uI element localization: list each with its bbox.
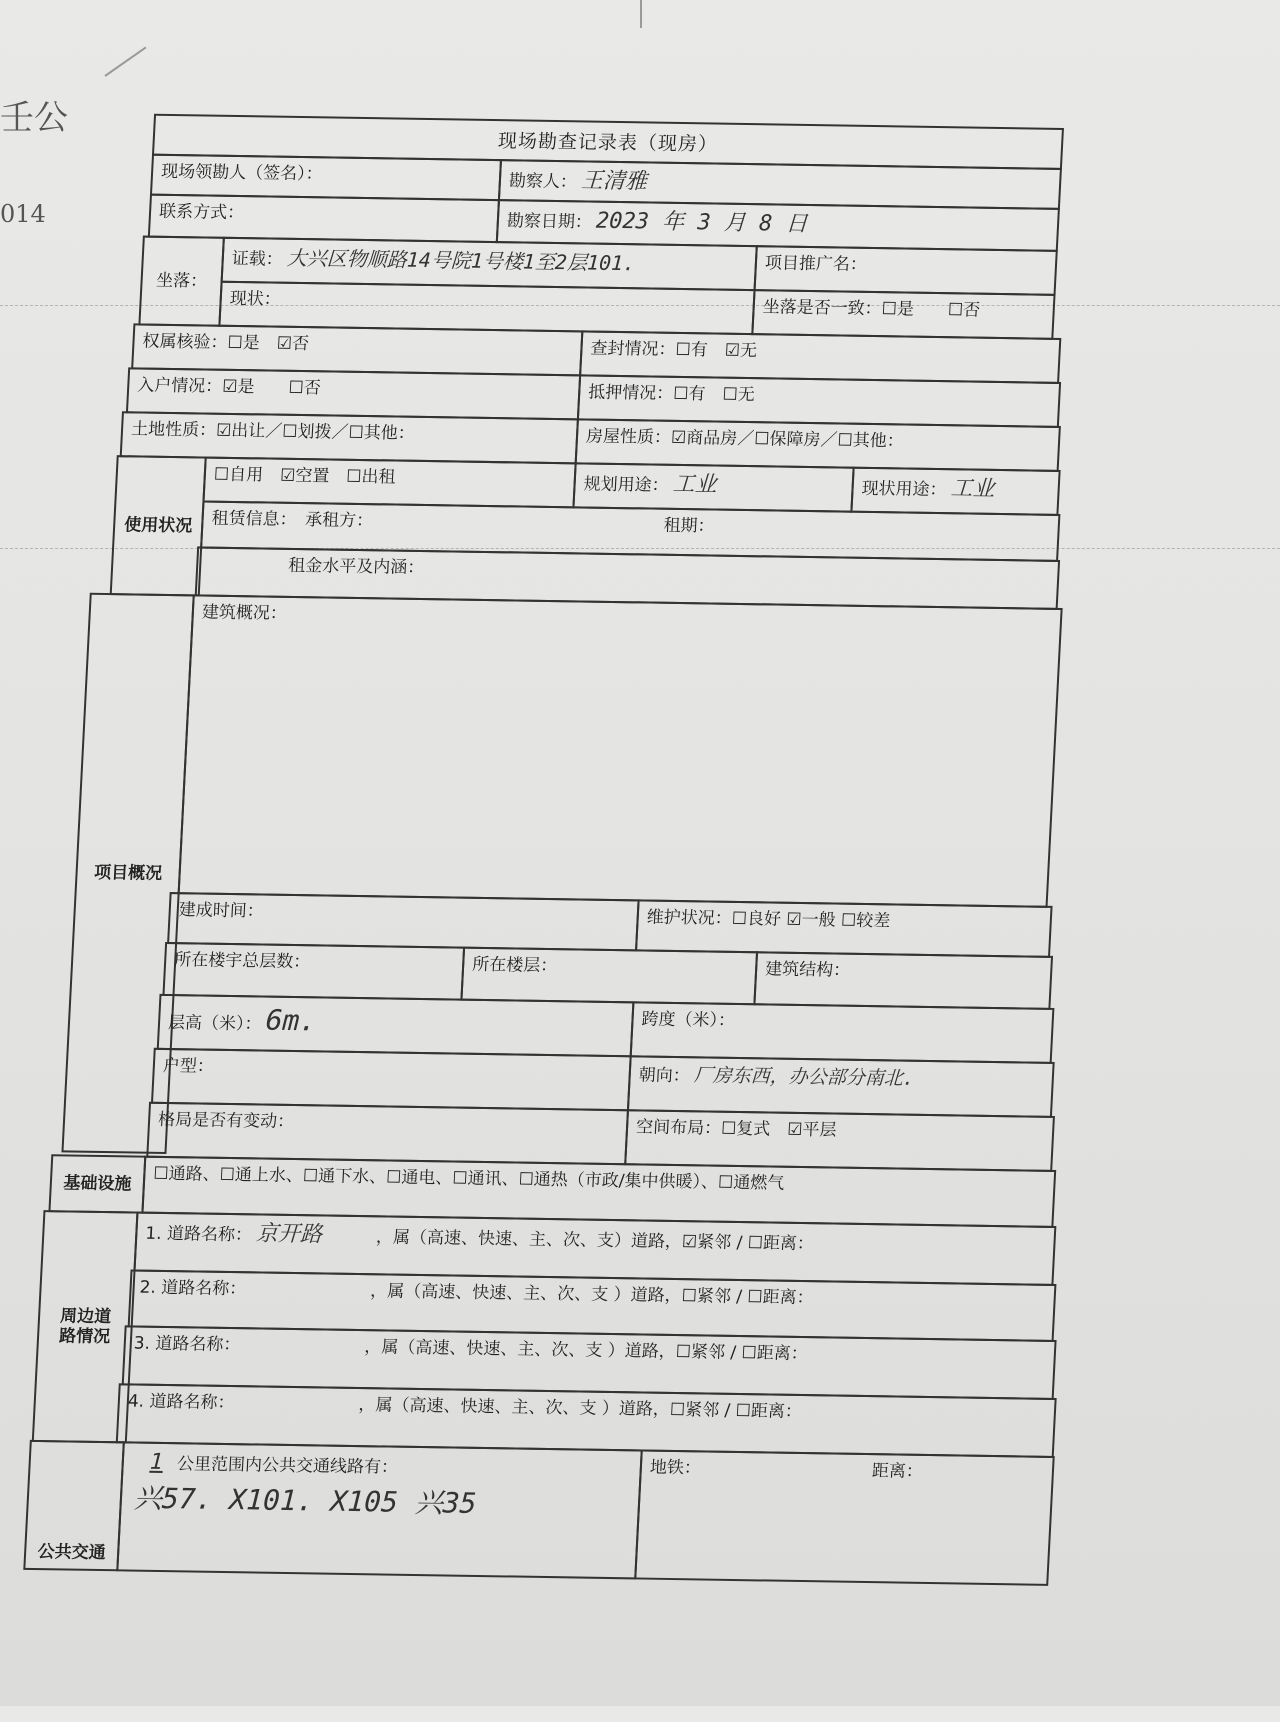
contact-label: 联系方式： (158, 201, 245, 224)
transit-lines-label: 公里范围内公共交通线路有： (176, 1454, 399, 1478)
road-1-name: 京开路 (255, 1221, 323, 1248)
height-value: 6m. (264, 1003, 318, 1038)
orientation-cell (627, 1055, 1055, 1118)
promo-name-label: 项目推广名： (764, 253, 868, 275)
planned-use-cell (572, 462, 854, 512)
road-2-prefix: 2. 道路名称： (139, 1277, 247, 1300)
house-text: 房屋性质：☑商品房／☐保障房／☐其他： (585, 426, 905, 452)
building-overview-label: 建筑概况： (201, 602, 288, 624)
planned-use-value: 工业 (672, 471, 718, 498)
road-3-prefix: 3. 道路名称： (133, 1333, 241, 1356)
unit-type-label: 户型： (162, 1055, 215, 1077)
infra-label: 基础设施 (62, 1173, 132, 1195)
cert-label: 证载： (231, 248, 284, 270)
road-1-suffix: ，属（高速、快速、主、次、支）道路，☑紧邻 / ☐距离： (375, 1227, 815, 1255)
mortgage-text: 抵押情况：☐有 ☐无 (587, 382, 756, 406)
unit-type-cell (151, 1048, 632, 1111)
surveyor-label: 勘察人： (508, 171, 578, 193)
transit-label: 公共交通 (37, 1541, 107, 1563)
project-label: 项目概况 (93, 862, 163, 884)
land-text: 土地性质：☑出让／☐划拨／☐其他： (130, 419, 416, 444)
span-cell (630, 1001, 1055, 1064)
transit-lines-cell (116, 1441, 643, 1579)
current-use-value: 工业 (949, 476, 996, 502)
date-label: 勘察日期： (506, 211, 593, 233)
total-floors-label: 所在楼宇总层数： (173, 950, 311, 973)
span-label: 跨度（米）： (641, 1009, 736, 1031)
survey-form (28, 95, 1259, 1722)
structure-cell (753, 951, 1053, 1010)
transit-lines-value: 兴57. X101. X105 兴35 (133, 1481, 478, 1521)
roads-label: 周边道路情况 (58, 1305, 112, 1348)
current-use-cell (850, 467, 1060, 516)
road-2-suffix: ，属（高速、快速、主、次、支 ）道路，☐紧邻 / ☐距离： (369, 1281, 815, 1309)
floor-cell (460, 947, 758, 1006)
cert-value: 大兴区物顺路14号院1号楼1至2层101. (286, 245, 636, 276)
entry-text: 入户情况：☑是 ☐否 (136, 375, 322, 399)
lease-label: 租赁信息： 承租方： (211, 508, 374, 532)
road-3-suffix: ，属（高速、快速、主、次、支 ）道路，☐紧邻 / ☐距离： (363, 1337, 809, 1365)
space-layout-text: 空间布局：☐复式 ☑平层 (635, 1117, 838, 1141)
layout-change-label: 格局是否有变动： (157, 1109, 295, 1133)
ownership-text: 权属核验：☐是 ☑否 (142, 331, 310, 355)
subway-cell (634, 1450, 1055, 1586)
subway-distance-label: 距离： (871, 1461, 924, 1482)
planned-use-label: 规划用途： (583, 474, 670, 496)
consistent-cell (751, 289, 1055, 340)
transit-km-value: 1 (149, 1449, 164, 1475)
seizure-text: 查封情况：☐有 ☑无 (589, 338, 758, 362)
rent-label: 租金水平及内涵： (287, 555, 425, 578)
structure-label: 建筑结构： (764, 959, 851, 981)
fold-mark (640, 0, 642, 28)
road-4-suffix: ，属（高速、快速、主、次、支 ）道路，☐紧邻 / ☐距离： (357, 1395, 803, 1423)
road-1-prefix: 1. 道路名称： (144, 1223, 253, 1246)
infra-items: ☐通路、☐通上水、☐通下水、☐通电、☐通讯、☐通热（市政/集中供暖）、☐通燃气 (152, 1163, 785, 1194)
orientation-label: 朝向： (638, 1065, 691, 1087)
height-cell (157, 994, 635, 1057)
height-label: 层高（米）： (167, 1013, 263, 1035)
location-label: 坐落： (155, 270, 208, 292)
location-label-cell (138, 236, 225, 327)
current-use-label: 现状用途： (861, 478, 948, 501)
total-floors-cell (162, 942, 465, 1001)
margin-text-top: 壬公 (0, 98, 68, 138)
margin-number: 014 (0, 200, 46, 228)
guide-signature-label: 现场领勘人（签名）： (160, 161, 324, 185)
infra-label-cell (48, 1154, 146, 1213)
usage-label: 使用状况 (123, 515, 193, 537)
status-label: 现状： (229, 288, 282, 310)
consistent-label: 坐落是否一致：☐是 ☐否 (762, 297, 981, 321)
usage-options: ☐自用 ☑空置 ☐出租 (213, 464, 397, 488)
surveyor-value: 王清雅 (580, 168, 648, 195)
pencil-mark (104, 47, 146, 77)
building-overview-cell (178, 594, 1063, 907)
road-3-name (244, 1350, 364, 1352)
promo-name-cell (754, 245, 1058, 296)
space-layout-cell (624, 1109, 1055, 1172)
subway-label: 地铁： (649, 1457, 702, 1479)
road-2-name (250, 1294, 370, 1296)
maintenance-cell (635, 899, 1053, 957)
form-title: 现场勘查记录表（现房） (152, 114, 1064, 170)
built-time-label: 建成时间： (178, 900, 265, 922)
date-value: 2023 年 3 月 8 日 (595, 208, 809, 237)
lease-term-label: 租期： (663, 515, 716, 537)
usage-label-cell (110, 455, 207, 596)
orientation-value: 厂房东西，办公部分南北. (693, 1064, 915, 1090)
road-4-name (238, 1408, 358, 1410)
transit-label-cell (23, 1440, 125, 1571)
maintenance-text: 维护状况：☐良好 ☑一般 ☐较差 (646, 907, 891, 932)
road-4-prefix: 4. 道路名称： (127, 1391, 235, 1414)
layout-change-cell (146, 1102, 629, 1166)
floor-label: 所在楼层： (471, 954, 558, 977)
